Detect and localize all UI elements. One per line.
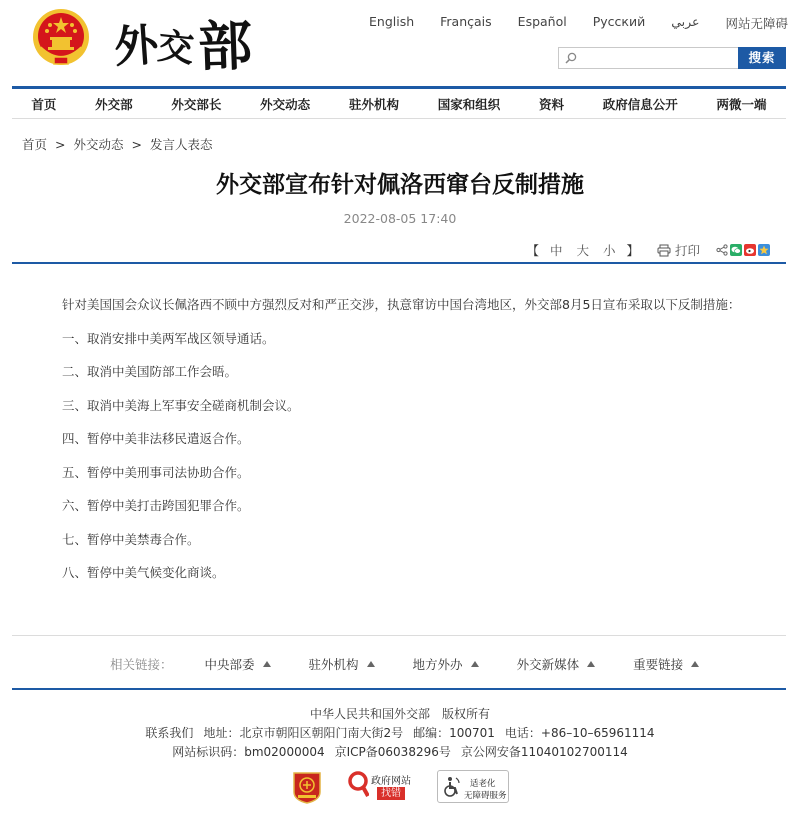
related-dropdown-local-offices[interactable] <box>413 655 479 673</box>
elderly-accessibility-badge[interactable] <box>437 770 509 803</box>
breadcrumb-separator: > <box>131 137 142 152</box>
weibo-icon[interactable] <box>744 244 756 256</box>
related-dropdown-important-links[interactable] <box>633 655 699 673</box>
breadcrumb-news-link[interactable]: 外交动态 <box>73 137 124 152</box>
lang-spanish-link[interactable]: Español <box>517 14 567 29</box>
nav-bottom-rule <box>12 118 786 119</box>
article-body <box>62 297 762 599</box>
breadcrumb <box>22 135 212 153</box>
print-button[interactable] <box>657 241 700 259</box>
logo-char-1: 外 <box>112 19 161 74</box>
footer-phone: 电话：+86–10–65961114 <box>504 726 655 740</box>
accessibility-link[interactable]: 网站无障碍 <box>725 16 788 31</box>
font-size-bracket-close: 】 <box>626 243 639 258</box>
gov-site-label: 政府网站 <box>371 776 411 787</box>
wechat-icon[interactable] <box>730 244 742 256</box>
nav-item-home[interactable]: 首页 <box>31 96 57 112</box>
article-title: 外交部宣布针对佩洛西窜台反制措施 <box>216 172 584 198</box>
breadcrumb-spokesperson-link[interactable]: 发言人表态 <box>149 137 213 152</box>
article-paragraph: 七、暂停中美禁毒合作。 <box>62 531 200 547</box>
lang-arabic-link[interactable]: عربي <box>671 14 700 29</box>
article-paragraph: 一、取消安排中美两军战区领导通话。 <box>62 330 275 346</box>
share-bar <box>716 244 770 256</box>
magnifier-icon <box>347 770 369 800</box>
search-button[interactable]: 搜索 <box>738 47 786 69</box>
font-size-large-button[interactable]: 中 <box>549 243 563 258</box>
article-paragraph: 二、取消中美国防部工作会晤。 <box>62 364 238 379</box>
article-paragraph: 八、暂停中美气候变化商谈。 <box>62 565 225 580</box>
breadcrumb-separator: > <box>55 137 66 152</box>
national-emblem-icon[interactable] <box>32 8 90 66</box>
site-header <box>0 0 800 86</box>
triangle-up-icon <box>691 661 699 667</box>
footer-registration-row <box>0 743 800 762</box>
nav-item-missions[interactable]: 驻外机构 <box>348 96 399 112</box>
font-size-bracket-open: 【 <box>526 243 539 258</box>
footer-badges <box>0 768 800 808</box>
gov-site-find-error-badge[interactable] <box>347 770 411 802</box>
related-item-label: 驻外机构 <box>308 657 359 672</box>
nav-item-countries[interactable]: 国家和组织 <box>437 96 501 112</box>
triangle-up-icon <box>471 661 479 667</box>
related-dropdown-missions[interactable] <box>309 655 375 673</box>
find-error-label: 找错 <box>377 787 405 800</box>
qzone-icon[interactable] <box>758 244 770 256</box>
breadcrumb-home-link[interactable]: 首页 <box>22 137 48 152</box>
logo-char-3: 部 <box>197 13 254 79</box>
related-item-label: 重要链接 <box>633 657 684 672</box>
related-links <box>110 656 737 672</box>
related-top-rule <box>12 635 786 636</box>
contact-us-link[interactable]: 联系我们 <box>145 726 194 740</box>
footer-top-rule <box>12 688 786 690</box>
related-dropdown-central-ministries[interactable] <box>205 655 271 673</box>
main-nav <box>12 89 786 118</box>
footer-address: 地址：北京市朝阳区朝阳门南大街2号 <box>203 726 404 740</box>
nav-item-resources[interactable]: 资料 <box>538 96 564 112</box>
related-links-label: 相关链接： <box>110 657 173 672</box>
site-footer <box>0 705 800 762</box>
footer-site-id: 网站标识码：bm02000004 <box>172 745 325 759</box>
article-paragraph: 三、取消中美海上军事安全磋商机制会议。 <box>62 397 300 413</box>
language-bar <box>343 14 788 32</box>
lang-french-link[interactable]: Français <box>440 14 492 29</box>
lang-english-link[interactable]: English <box>369 14 415 29</box>
font-size-medium-button[interactable]: 大 <box>576 243 589 258</box>
lang-russian-link[interactable]: Русский <box>592 14 646 29</box>
footer-contact-row <box>0 724 800 743</box>
nav-item-social[interactable]: 两微一端 <box>716 96 767 112</box>
nav-item-ministry[interactable]: 外交部 <box>95 96 133 112</box>
related-item-label: 外交新媒体 <box>516 657 580 672</box>
article-paragraph: 针对美国国会众议长佩洛西不顾中方强烈反对和严正交涉，执意窜访中国台湾地区，外交部8月5日宣布采取以下反制措施： <box>62 297 741 312</box>
police-record-link[interactable]: 京公网安备11040102700114 <box>460 745 628 759</box>
triangle-up-icon <box>367 661 375 667</box>
elderly-label: 适老化 <box>470 779 496 789</box>
triangle-up-icon <box>587 661 595 667</box>
footer-copyright: 中华人民共和国外交部 版权所有 <box>309 707 490 721</box>
accessibility-service-label: 无障碍服务 <box>464 791 507 801</box>
footer-postcode: 邮编：100701 <box>413 726 495 740</box>
article-tools <box>524 241 770 259</box>
printer-icon <box>657 244 671 257</box>
related-dropdown-new-media[interactable] <box>517 655 596 673</box>
search-input[interactable] <box>581 49 731 67</box>
article-paragraph: 五、暂停中美刑事司法协助合作。 <box>62 464 250 480</box>
nav-item-minister[interactable]: 外交部长 <box>171 96 222 112</box>
ministry-logo[interactable] <box>112 0 262 84</box>
related-item-label: 地方外办 <box>412 657 463 672</box>
font-size-small-button[interactable]: 小 <box>602 243 616 258</box>
print-label: 打印 <box>674 243 700 258</box>
nav-item-news[interactable]: 外交动态 <box>260 96 311 112</box>
party-gov-badge-icon[interactable] <box>292 770 322 804</box>
wheelchair-icon <box>442 776 462 798</box>
triangle-up-icon <box>263 661 271 667</box>
related-item-label: 中央部委 <box>204 657 255 672</box>
nav-item-gov-info[interactable]: 政府信息公开 <box>602 96 678 112</box>
share-icon[interactable] <box>716 244 728 256</box>
logo-char-2: 交 <box>155 25 196 71</box>
search-icon <box>564 51 578 65</box>
article-paragraph: 四、暂停中美非法移民遣返合作。 <box>62 431 250 446</box>
article-datetime: 2022-08-05 17:40 <box>343 211 457 226</box>
article-paragraph: 六、暂停中美打击跨国犯罪合作。 <box>62 498 250 513</box>
font-size-control <box>524 241 641 259</box>
article-head-rule <box>12 262 786 264</box>
icp-link[interactable]: 京ICP备06038296号 <box>334 745 451 759</box>
